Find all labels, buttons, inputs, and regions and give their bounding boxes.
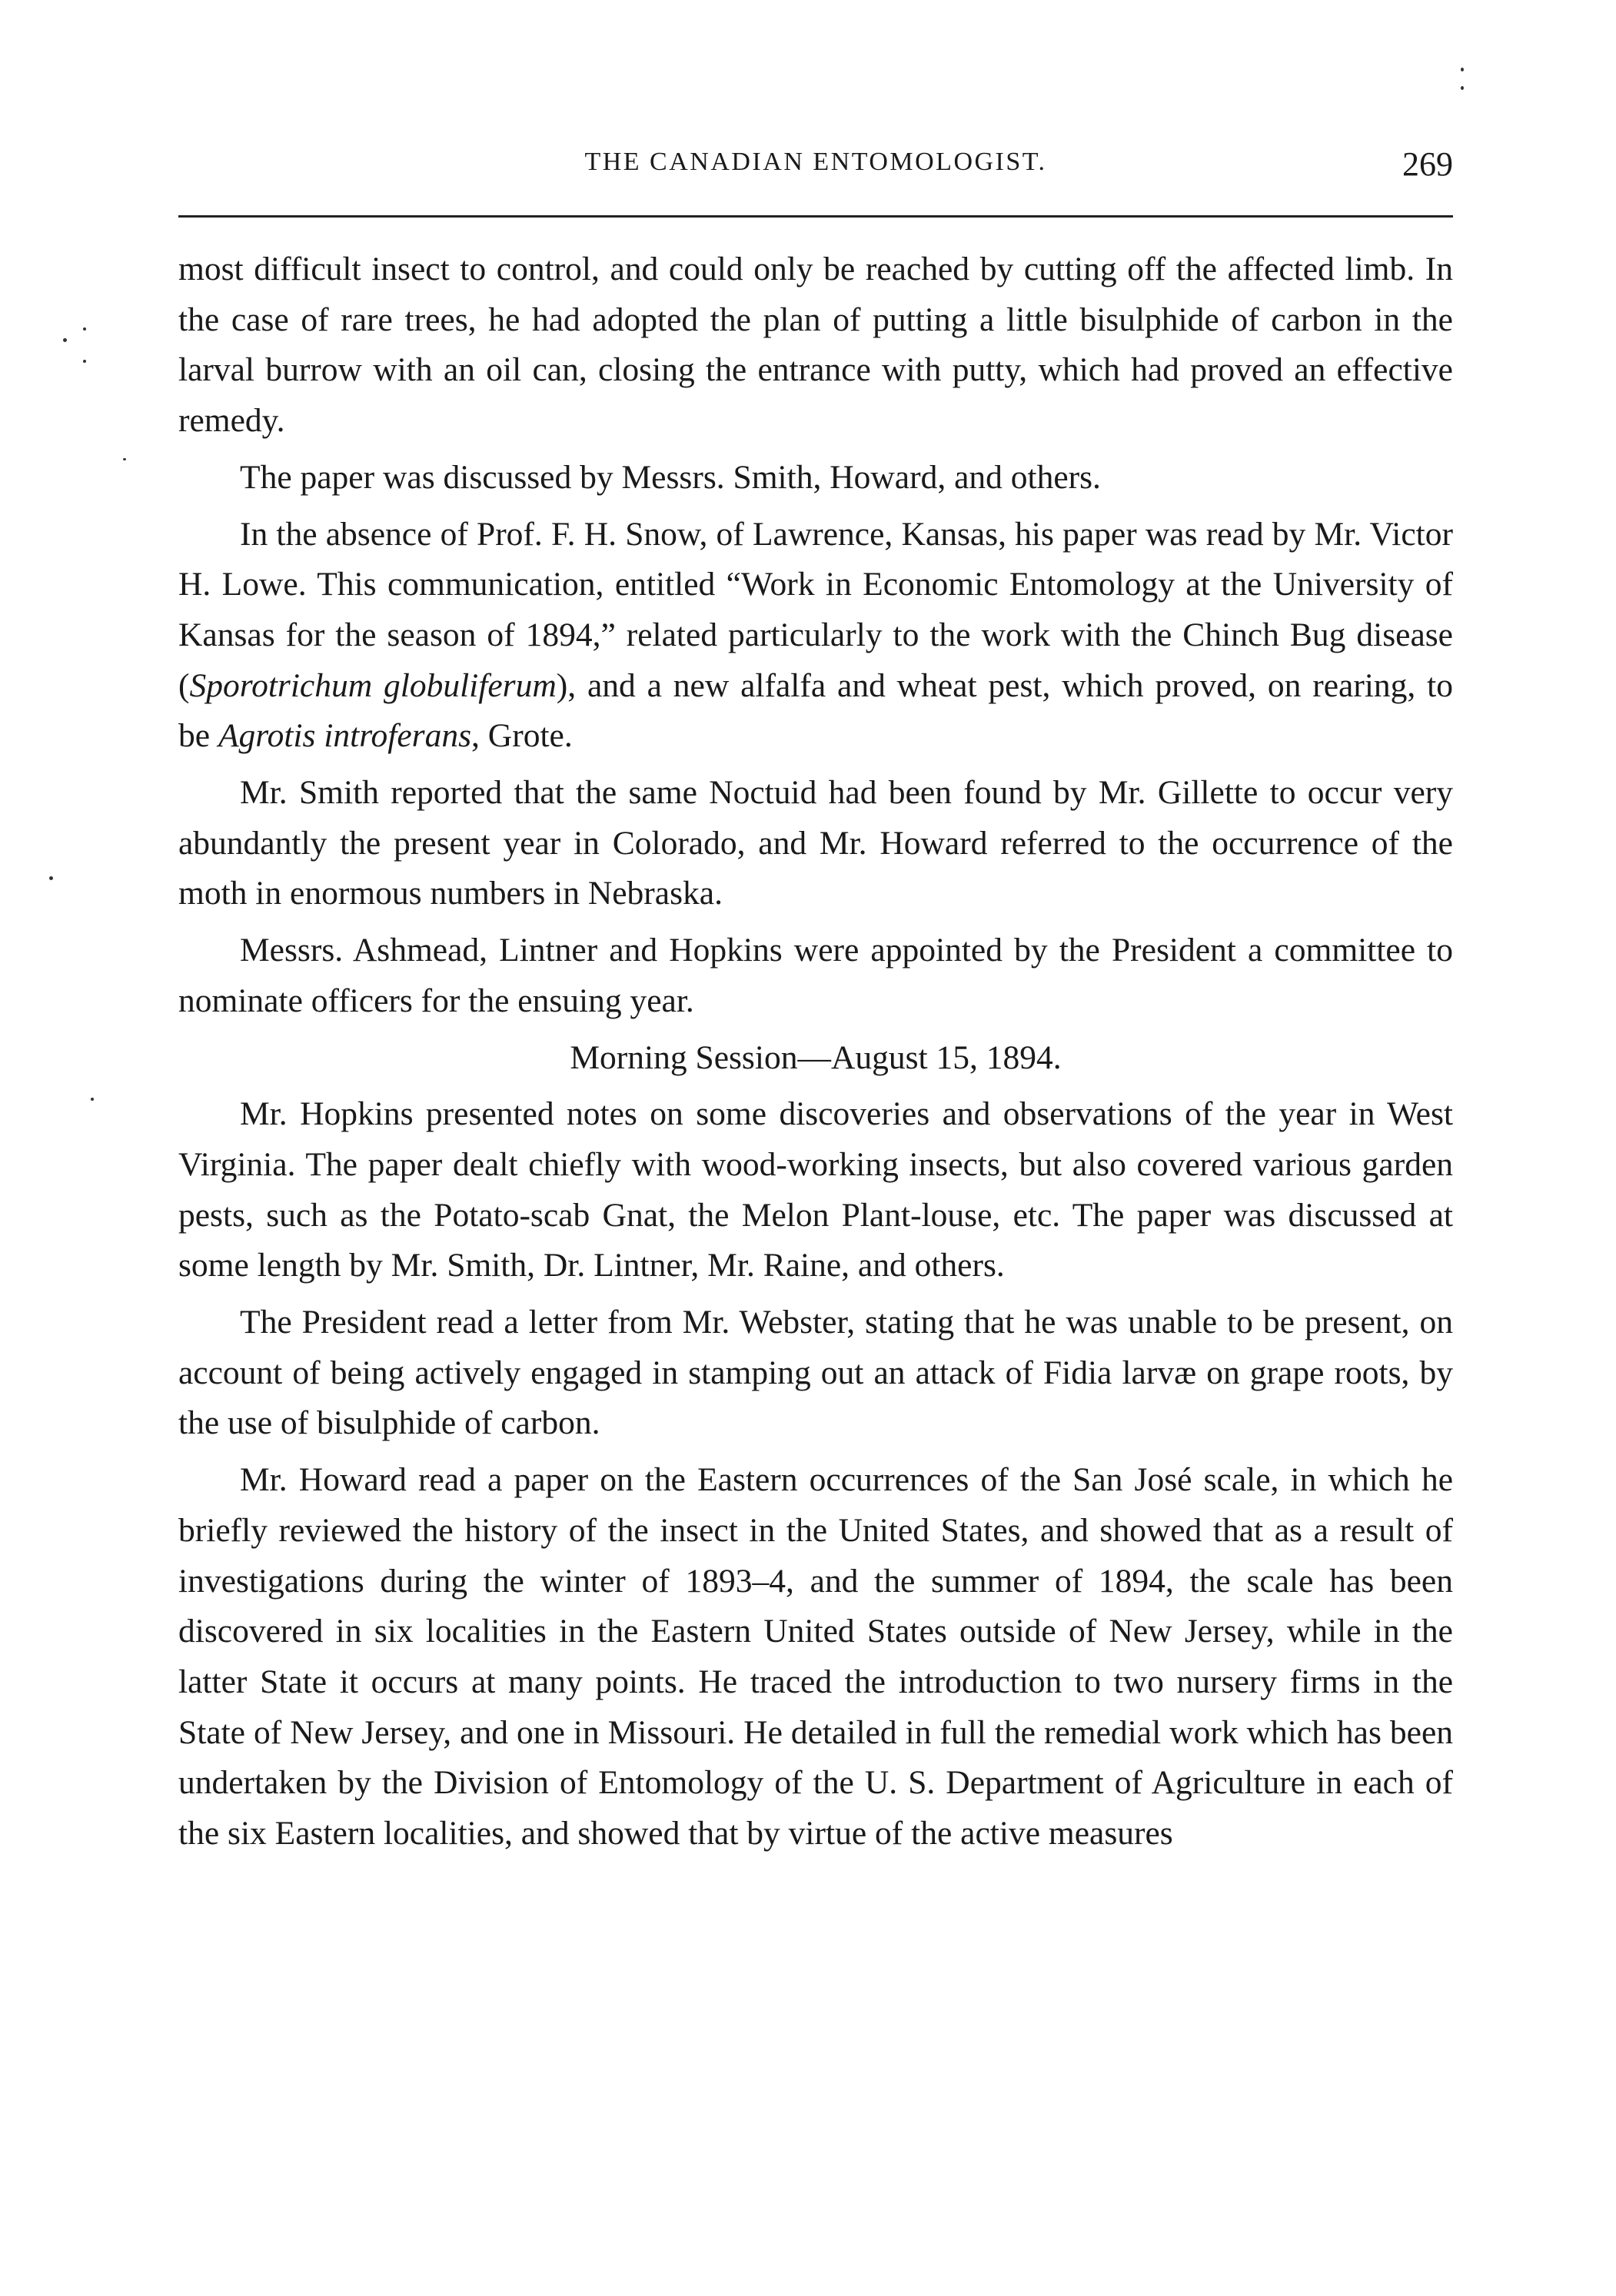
paragraph-text: , Grote. [471,717,573,755]
session-heading: Morning Session—August 15, 1894. [570,1038,1062,1076]
scan-speck [91,1098,94,1101]
paragraph-committee: Messrs. Ashmead, Lintner and Hopkins were appointed by the President a committee to nominate officers for the ensuing year. [178,932,1453,1019]
journal-title: THE CANADIAN ENTOMOLOGIST. [584,148,1047,176]
species-name: Sporotrichum globuliferum [189,666,557,704]
paragraph-continued: most difficult insect to control, and could only be reached by cutting off the affected limb. In the case of rare trees, he had adopted the plan of putting a little bisulphide of carbon in the larval burrow with an oil can, closing the entrance with putty, which had proved an effective remedy. [178,251,1453,440]
scan-speck [63,338,67,342]
paragraph-hopkins-notes: Mr. Hopkins presented notes on some discoveries and observations of the year in West Virginia. The paper dealt chiefly with wood-working insects, but also covered various garden pests, such as the Potato-scab Gnat, the Melon Plant-louse, etc. The paper was discussed at some length by Mr. Smith, Dr. Lintner, Mr. Raine, and others. [178,1095,1453,1284]
species-name: Agrotis introferans [218,717,472,755]
scan-speck [1461,86,1464,90]
scan-speck [83,327,86,331]
paragraph-webster-letter: The President read a letter from Mr. Webster, stating that he was unable to be present, on account of being actively engaged in stamping out an attack of Fidia larvæ on grape roots, by the use of bisulphide of carbon. [178,1304,1453,1442]
header-rule [178,215,1453,218]
paragraph-text: In the absence of Prof. F. H. Snow, of Lawrence, Kansas, his paper was read by Mr. Victor H. Lowe. This communication, entitled “Work in Economic Entomology at the University of Kansas for the season of 1894,” related particularly to the work with the Chinch Bug disease ( [178,515,1453,704]
paragraph-discussion: The paper was discussed by Messrs. Smith, Howard, and others. [240,458,1101,496]
running-head [178,145,1453,191]
scan-speck [83,360,86,363]
paragraph-san-jose-scale: Mr. Howard read a paper on the Eastern occurrences of the San José scale, in which he briefly reviewed the history of the insect in the United States, and showed that as a result of investigations during the winter of 1893–4, and the summer of 1894, the scale has been discovered in six localities in the Eastern United States outside of New Jersey, while in the latter State it occurs at many points. He traced the introduction to two nursery firms in the State of New Jersey, and one in Missouri. He detailed in full the remedial work which has been undertaken by the Division of Entomology of the U. S. Department of Agriculture in each of the six Eastern localities, and showed that by virtue of the active measures [178,1461,1453,1852]
scan-speck [1461,68,1464,71]
page-number: 269 [1402,145,1453,183]
body-text [178,244,1453,1866]
paragraph-noctuid-report: Mr. Smith reported that the same Noctuid had been found by Mr. Gillette to occur very abundantly the present year in Colorado, and Mr. Howard referred to the occurrence of the moth in enormous numbers in Nebraska. [178,774,1453,912]
paragraph-text: ), and a new alfalfa and wheat pest, which proved, on rearing, to be [178,666,1453,755]
scan-speck [49,876,53,880]
scan-speck [123,458,126,460]
paragraph-snow-paper [178,510,1453,763]
